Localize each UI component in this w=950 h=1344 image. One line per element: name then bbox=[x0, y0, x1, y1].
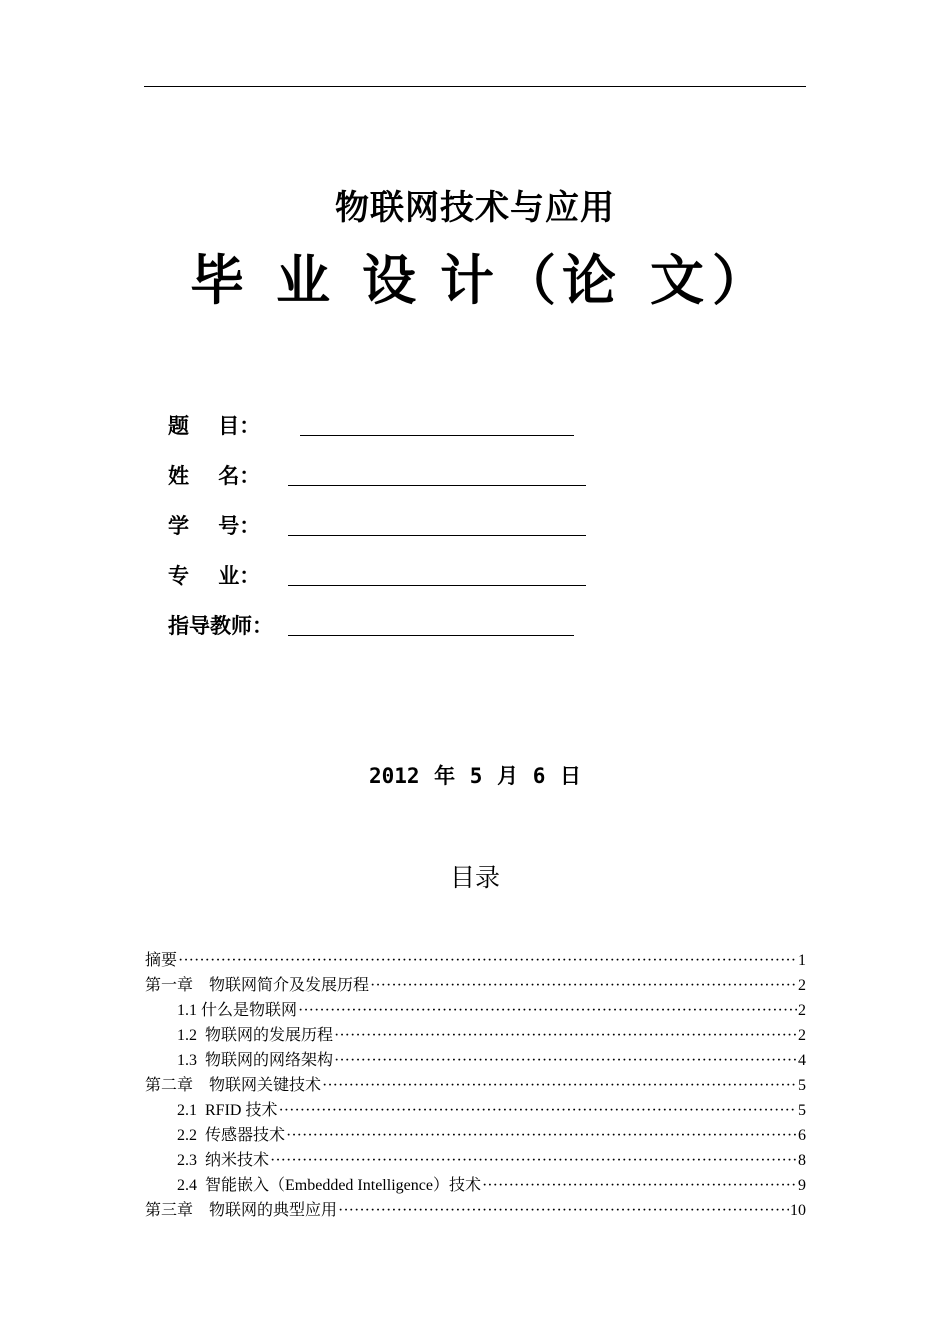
toc-leader-dots bbox=[270, 1148, 797, 1173]
toc-page-number: 4 bbox=[798, 1052, 806, 1069]
toc-entry-text: 2.1 RFID 技术 bbox=[177, 1102, 278, 1119]
field-underline[interactable] bbox=[288, 635, 574, 636]
field-label: 姓 名： bbox=[168, 463, 261, 488]
toc-page-number: 2 bbox=[798, 1027, 806, 1044]
thesis-title bbox=[190, 238, 766, 312]
toc-entry-text: 第一章 物联网简介及发展历程 bbox=[145, 977, 370, 994]
toc-entry[interactable] bbox=[145, 1148, 806, 1173]
toc-entry[interactable] bbox=[145, 1173, 806, 1198]
toc-entry-text: 2.2 传感器技术 bbox=[177, 1127, 286, 1144]
title-char: 论 bbox=[562, 248, 616, 312]
field-underline[interactable] bbox=[288, 585, 586, 586]
toc-page-number: 6 bbox=[798, 1127, 806, 1144]
toc-leader-dots bbox=[370, 973, 797, 998]
toc-entry[interactable] bbox=[145, 948, 806, 973]
toc-entry-text: 摘要 bbox=[145, 952, 178, 969]
title-char: 计 bbox=[440, 248, 494, 312]
toc-entry-text: 1.3 物联网的网络架构 bbox=[177, 1052, 334, 1069]
toc-entry-text: 第二章 物联网关键技术 bbox=[145, 1077, 322, 1094]
toc-entry-text: 1.2 物联网的发展历程 bbox=[177, 1027, 334, 1044]
title-char: ） bbox=[712, 248, 766, 312]
toc-page-number: 5 bbox=[798, 1077, 806, 1094]
toc-page-number: 9 bbox=[798, 1177, 806, 1194]
field-underline[interactable] bbox=[288, 485, 586, 486]
toc-leader-dots bbox=[334, 1023, 797, 1048]
field-label: 学 号： bbox=[168, 513, 261, 538]
submission-date: 2012 年 5 月 6 日 bbox=[368, 764, 582, 788]
field-underline[interactable] bbox=[288, 535, 586, 536]
toc-leader-dots bbox=[298, 998, 797, 1023]
toc-entry[interactable] bbox=[145, 1123, 806, 1148]
toc-leader-dots bbox=[482, 1173, 797, 1198]
toc-entry-text: 2.4 智能嵌入（Embedded Intelligence）技术 bbox=[177, 1177, 481, 1194]
toc-entry-text: 1.1 什么是物联网 bbox=[177, 1002, 298, 1019]
title-char: 毕 bbox=[190, 248, 244, 312]
toc-page-number: 10 bbox=[790, 1202, 806, 1219]
toc-entry[interactable] bbox=[145, 1023, 806, 1048]
toc-page-number: 8 bbox=[798, 1152, 806, 1169]
table-of-contents bbox=[145, 948, 806, 1223]
toc-entry[interactable] bbox=[145, 1198, 806, 1223]
toc-leader-dots bbox=[286, 1123, 797, 1148]
toc-leader-dots bbox=[338, 1198, 789, 1223]
toc-leader-dots bbox=[334, 1048, 797, 1073]
field-label: 专 业： bbox=[168, 563, 261, 588]
toc-leader-dots bbox=[178, 948, 797, 973]
toc-entry-text: 第三章 物联网的典型应用 bbox=[145, 1202, 338, 1219]
course-subtitle: 物联网技术与应用 bbox=[335, 188, 615, 228]
field-label: 指导教师： bbox=[168, 613, 273, 638]
header-rule bbox=[144, 86, 806, 87]
toc-title: 目录 bbox=[449, 863, 500, 892]
field-underline[interactable] bbox=[300, 435, 574, 436]
toc-entry[interactable] bbox=[145, 1098, 806, 1123]
toc-page-number: 1 bbox=[798, 952, 806, 969]
toc-entry[interactable] bbox=[145, 1048, 806, 1073]
toc-page-number: 5 bbox=[798, 1102, 806, 1119]
toc-leader-dots bbox=[278, 1098, 797, 1123]
toc-entry[interactable] bbox=[145, 1073, 806, 1098]
title-char: 文 bbox=[650, 248, 704, 312]
toc-entry-text: 2.3 纳米技术 bbox=[177, 1152, 270, 1169]
toc-page-number: 2 bbox=[798, 977, 806, 994]
title-char: （ bbox=[502, 248, 556, 312]
toc-entry[interactable] bbox=[145, 998, 806, 1023]
title-char: 业 bbox=[276, 248, 330, 312]
toc-page-number: 2 bbox=[798, 1002, 806, 1019]
title-char: 设 bbox=[362, 248, 416, 312]
toc-leader-dots bbox=[322, 1073, 797, 1098]
toc-entry[interactable] bbox=[145, 973, 806, 998]
field-label: 题 目： bbox=[168, 413, 261, 438]
